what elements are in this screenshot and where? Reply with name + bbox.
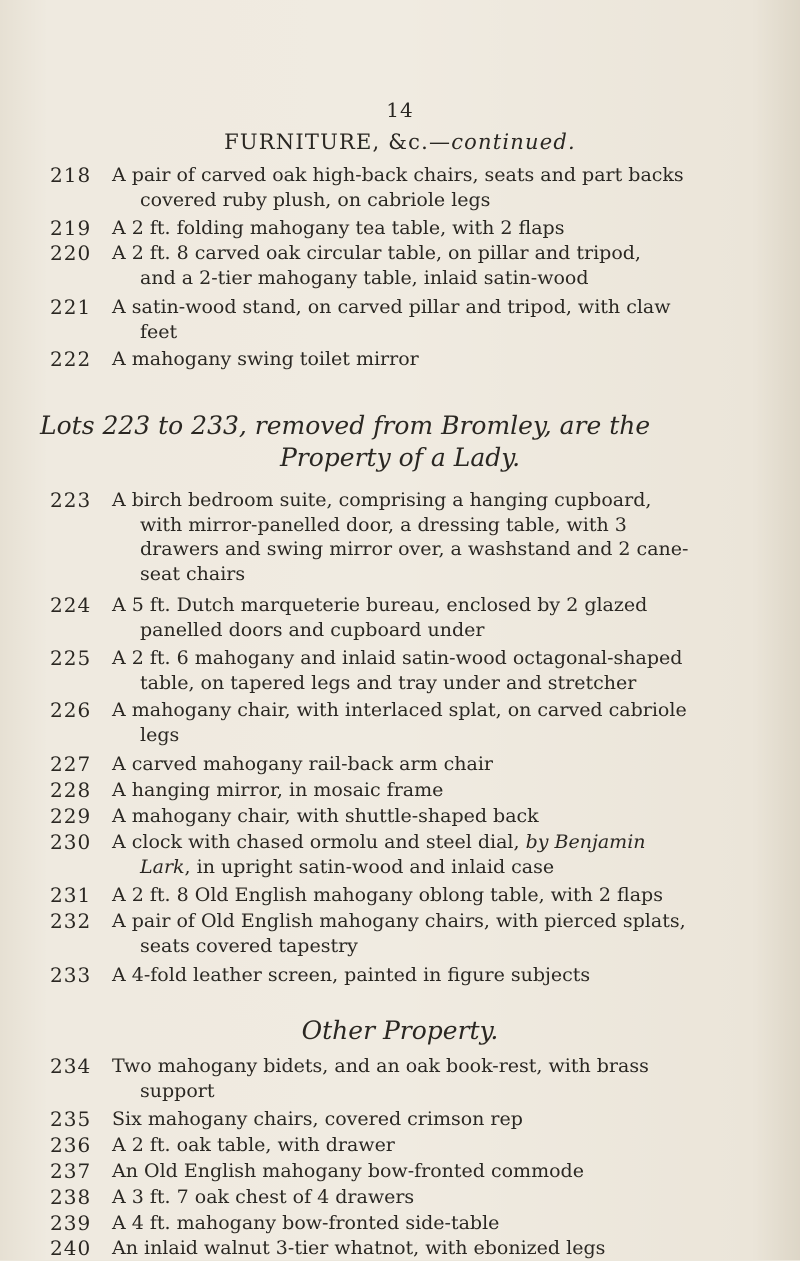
lot-line: Lark, in upright satin-wood and inlaid case xyxy=(140,855,555,878)
lot-description xyxy=(112,163,780,212)
lot-number: 230 xyxy=(50,830,92,854)
lot-219 xyxy=(50,216,780,241)
lot-number: 239 xyxy=(50,1211,92,1235)
lot-237 xyxy=(50,1159,780,1184)
lot-description xyxy=(112,593,780,642)
lot-description xyxy=(112,1236,780,1261)
lot-number: 229 xyxy=(50,804,92,828)
heading-main: FURNITURE, &c.— xyxy=(224,130,452,154)
lot-line: A hanging mirror, in mosaic frame xyxy=(112,779,444,801)
lot-number: 228 xyxy=(50,778,92,802)
lot-228 xyxy=(50,778,780,803)
lot-description xyxy=(112,1211,780,1236)
lot-description xyxy=(112,963,780,988)
lot-description xyxy=(112,241,780,290)
lot-235 xyxy=(50,1107,780,1132)
lot-line: A clock with chased ormolu and steel dial, by Benjamin xyxy=(112,831,646,853)
lot-231 xyxy=(50,883,780,908)
lot-number: 232 xyxy=(50,909,92,933)
lot-description xyxy=(112,752,780,777)
lot-description xyxy=(112,698,780,747)
lot-number: 227 xyxy=(50,752,92,776)
lot-line: A satin-wood stand, on carved pillar and tripod, with claw xyxy=(112,296,671,318)
lot-line: A mahogany chair, with shuttle-shaped back xyxy=(112,805,539,827)
lot-line: covered ruby plush, on cabriole legs xyxy=(140,188,491,211)
lot-number: 224 xyxy=(50,593,92,617)
lot-description xyxy=(112,804,780,829)
lot-number: 223 xyxy=(50,488,92,512)
bromley-heading-line2: Property of a Lady. xyxy=(279,443,521,472)
lot-line: An Old English mahogany bow-fronted commode xyxy=(112,1160,584,1182)
lot-number: 226 xyxy=(50,698,92,722)
lot-line: Two mahogany bidets, and an oak book-rest, with brass xyxy=(112,1055,649,1077)
lot-line: A pair of carved oak high-back chairs, seats and part backs xyxy=(112,164,684,186)
lot-line: Six mahogany chairs, covered crimson rep xyxy=(112,1108,523,1130)
lot-line: A carved mahogany rail-back arm chair xyxy=(112,753,494,775)
lot-240 xyxy=(50,1236,780,1261)
lot-line: A birch bedroom suite, comprising a hanging cupboard, xyxy=(112,489,652,511)
lot-224 xyxy=(50,593,780,642)
lot-description xyxy=(112,1054,780,1103)
lot-line: support xyxy=(140,1079,215,1102)
lot-line: A 3 ft. 7 oak chest of 4 drawers xyxy=(112,1186,415,1208)
lot-number: 220 xyxy=(50,241,92,265)
lot-220 xyxy=(50,241,780,290)
lot-number: 237 xyxy=(50,1159,92,1183)
lot-225 xyxy=(50,646,780,695)
lot-description xyxy=(112,1107,780,1132)
lot-number: 234 xyxy=(50,1054,92,1078)
lot-line: seats covered tapestry xyxy=(140,934,358,957)
lot-222 xyxy=(50,347,780,372)
lot-line: A 4-fold leather screen, painted in figure subjects xyxy=(112,964,591,986)
lot-221 xyxy=(50,295,780,344)
lot-line: A 2 ft. 8 carved oak circular table, on pillar and tripod, xyxy=(112,242,641,264)
lot-line: An inlaid walnut 3-tier whatnot, with ebonized legs xyxy=(112,1237,606,1259)
lot-number: 240 xyxy=(50,1236,92,1260)
lot-227 xyxy=(50,752,780,777)
lot-description xyxy=(112,488,780,586)
lot-line: seat chairs xyxy=(140,562,246,585)
lot-line: A mahogany swing toilet mirror xyxy=(112,348,419,370)
lot-236 xyxy=(50,1133,780,1158)
heading-continued: continued. xyxy=(451,130,576,154)
lot-226 xyxy=(50,698,780,747)
lot-number: 235 xyxy=(50,1107,92,1131)
lot-line: panelled doors and cupboard under xyxy=(140,618,485,641)
lot-line: A 2 ft. 8 Old English mahogany oblong table, with 2 flaps xyxy=(112,884,663,906)
other-property-heading: Other Property. xyxy=(301,1016,499,1045)
section-heading xyxy=(0,130,800,154)
lot-description xyxy=(112,909,780,958)
lot-223 xyxy=(50,488,780,586)
lot-line: table, on tapered legs and tray under and stretcher xyxy=(140,671,637,694)
lot-description xyxy=(112,216,780,241)
lot-line: A mahogany chair, with interlaced splat, on carved cabriole xyxy=(112,699,687,721)
lot-line: A 2 ft. 6 mahogany and inlaid satin-wood octagonal-shaped xyxy=(112,647,683,669)
lot-line: A 2 ft. oak table, with drawer xyxy=(112,1134,395,1156)
lot-239 xyxy=(50,1211,780,1236)
bromley-heading-line1: Lots 223 to 233, removed from Bromley, are the xyxy=(40,411,651,440)
lot-line: A 2 ft. folding mahogany tea table, with 2 flaps xyxy=(112,217,565,239)
lot-line: and a 2-tier mahogany table, inlaid satin-wood xyxy=(140,266,589,289)
lot-number: 225 xyxy=(50,646,92,670)
lot-233 xyxy=(50,963,780,988)
lot-description xyxy=(112,1133,780,1158)
lot-description xyxy=(112,347,780,372)
lot-218 xyxy=(50,163,780,212)
lot-description xyxy=(112,295,780,344)
lot-line: A pair of Old English mahogany chairs, with pierced splats, xyxy=(112,910,686,932)
lot-number: 236 xyxy=(50,1133,92,1157)
lot-description xyxy=(112,1185,780,1210)
lot-number: 219 xyxy=(50,216,92,240)
lot-line: drawers and swing mirror over, a washstand and 2 cane- xyxy=(140,538,689,560)
lot-description xyxy=(112,883,780,908)
lot-number: 218 xyxy=(50,163,92,187)
lot-line: A 4 ft. mahogany bow-fronted side-table xyxy=(112,1212,500,1234)
lot-description xyxy=(112,1159,780,1184)
lot-229 xyxy=(50,804,780,829)
lot-number: 231 xyxy=(50,883,92,907)
lot-number: 221 xyxy=(50,295,92,319)
lot-line: feet xyxy=(140,320,178,343)
lot-number: 233 xyxy=(50,963,92,987)
page-number: 14 xyxy=(386,98,414,122)
lot-line: A 5 ft. Dutch marqueterie bureau, enclosed by 2 glazed xyxy=(112,594,648,616)
lot-234 xyxy=(50,1054,780,1103)
lot-line: with mirror-panelled door, a dressing table, with 3 xyxy=(140,513,627,536)
lot-description xyxy=(112,778,780,803)
lot-description xyxy=(112,830,780,879)
lot-description xyxy=(112,646,780,695)
lot-number: 238 xyxy=(50,1185,92,1209)
lot-number: 222 xyxy=(50,347,92,371)
lot-line: legs xyxy=(140,723,180,746)
lot-230 xyxy=(50,830,780,879)
lot-232 xyxy=(50,909,780,958)
lot-238 xyxy=(50,1185,780,1210)
